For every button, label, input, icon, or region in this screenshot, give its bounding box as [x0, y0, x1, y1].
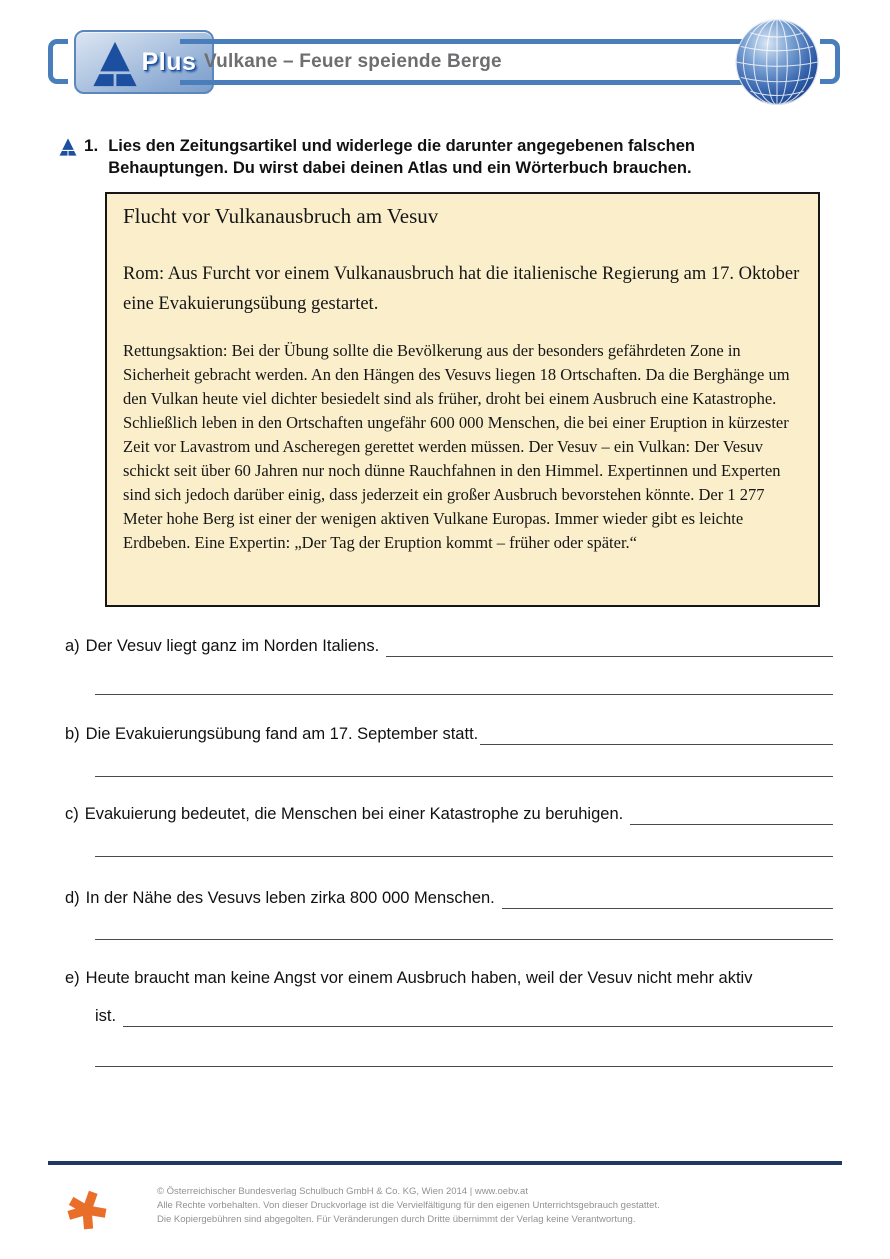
question-b-text: Die Evakuierungsübung fand am 17. September statt. [85, 725, 479, 743]
question-e-label: e) [65, 969, 80, 987]
answer-line [630, 805, 833, 825]
article-lead: Rom: Aus Furcht vor einem Vulkanausbruch hat die italienische Regierung am 17. Oktober eine Evakuierungsübung gestartet. [123, 264, 800, 314]
footer-line-2: Alle Rechte vorbehalten. Von dieser Druckvorlage ist die Vervielfältigung für den eigenen Unterrichtsgebrauch gestattet. [157, 1199, 660, 1211]
question-e [65, 968, 833, 989]
plus-logo-label: Plus [141, 47, 197, 76]
mountain-triangle-icon [92, 41, 138, 87]
answer-line [95, 835, 833, 857]
answer-line [123, 1007, 833, 1027]
answer-line [95, 673, 833, 695]
question-d [65, 888, 833, 909]
question-c-label: c) [65, 805, 79, 823]
footer-line-1: © Österreichischer Bundesverlag Schulbuch GmbH & Co. KG, Wien 2014 | www.oebv.at [157, 1186, 528, 1197]
left-bracket-decoration [48, 39, 68, 84]
question-e-continuation [95, 1006, 833, 1027]
answer-line [95, 1045, 833, 1067]
page-title: Vulkane – Feuer speiende Berge [204, 51, 502, 72]
question-a-text: Der Vesuv liegt ganz im Norden Italiens. [85, 637, 380, 655]
question-d-text: In der Nähe des Vesuvs leben zirka 800 000 Menschen. [85, 889, 495, 907]
task-triangle-icon [58, 138, 78, 156]
header-title-bar [180, 39, 742, 85]
article-headline: Flucht vor Vulkanausbruch am Vesuv [123, 204, 439, 228]
article-body: Rettungsaktion: Bei der Übung sollte die Bevölkerung aus der besonders gefährdeten Zone in Sicherheit gebracht werden. An den Hängen des Vesuvs liegen 18 Ortschaften. Da die Berghänge um den Vulkan heute viel dichter besiedelt sind als früher, droht bei einem Ausbruch eine Katastrophe. Schließlich leben in den Ortschaften ungefähr 600 000 Menschen, die bei einer Eruption in kürzester Zeit vor Lavastrom und Ascheregen gerettet werden müssen. Der Vesuv – ein Vulkan: Der Vesuv schickt seit über 60 Jahren nur noch dünne Rauchfahnen in den Himmel. Expertinnen und Experten sind sich jedoch darüber einig, dass jederzeit ein großer Ausbruch bevorstehen könnte. Der 1 277 Meter hohe Berg ist einer der wenigen aktiven Vulkane Europas. Immer wieder gibt es leichte Erdbeben. Eine Expertin: „Der Tag der Eruption kommt – früher oder später.“ [123, 341, 790, 552]
answer-line [95, 755, 833, 777]
question-c-text: Evakuierung bedeutet, die Menschen bei einer Katastrophe zu beruhigen. [84, 805, 624, 823]
task-number: 1. [84, 136, 99, 155]
answer-line [480, 725, 833, 745]
question-e-text: Heute braucht man keine Angst vor einem Ausbruch haben, weil der Vesuv nicht mehr aktiv [85, 969, 753, 987]
question-c [65, 804, 833, 825]
question-a [65, 636, 833, 657]
oebv-asterisk-logo-icon [60, 1180, 114, 1238]
right-bracket-decoration [820, 39, 840, 84]
question-e-text-continuation: ist. [95, 1007, 117, 1025]
footer-divider [48, 1161, 842, 1165]
answer-line [95, 918, 833, 940]
globe-icon [734, 17, 820, 107]
footer-copyright [157, 1185, 797, 1226]
task-instruction: Lies den Zeitungsartikel und widerlege die darunter angegebenen falschen Behauptungen. Du wirst dabei deinen Atlas und ein Wörterbuch brauchen. [108, 137, 695, 177]
question-b-label: b) [65, 725, 80, 743]
newspaper-article-box [105, 192, 820, 607]
question-b [65, 724, 833, 745]
task-1 [58, 136, 833, 180]
question-a-label: a) [65, 637, 80, 655]
footer-line-3: Die Kopiergebühren sind abgegolten. Für Veränderungen durch Dritte übernimmt der Verlag keine Verantwortung. [157, 1213, 636, 1225]
question-d-label: d) [65, 889, 80, 907]
answer-line [386, 637, 833, 657]
answer-line [502, 889, 833, 909]
